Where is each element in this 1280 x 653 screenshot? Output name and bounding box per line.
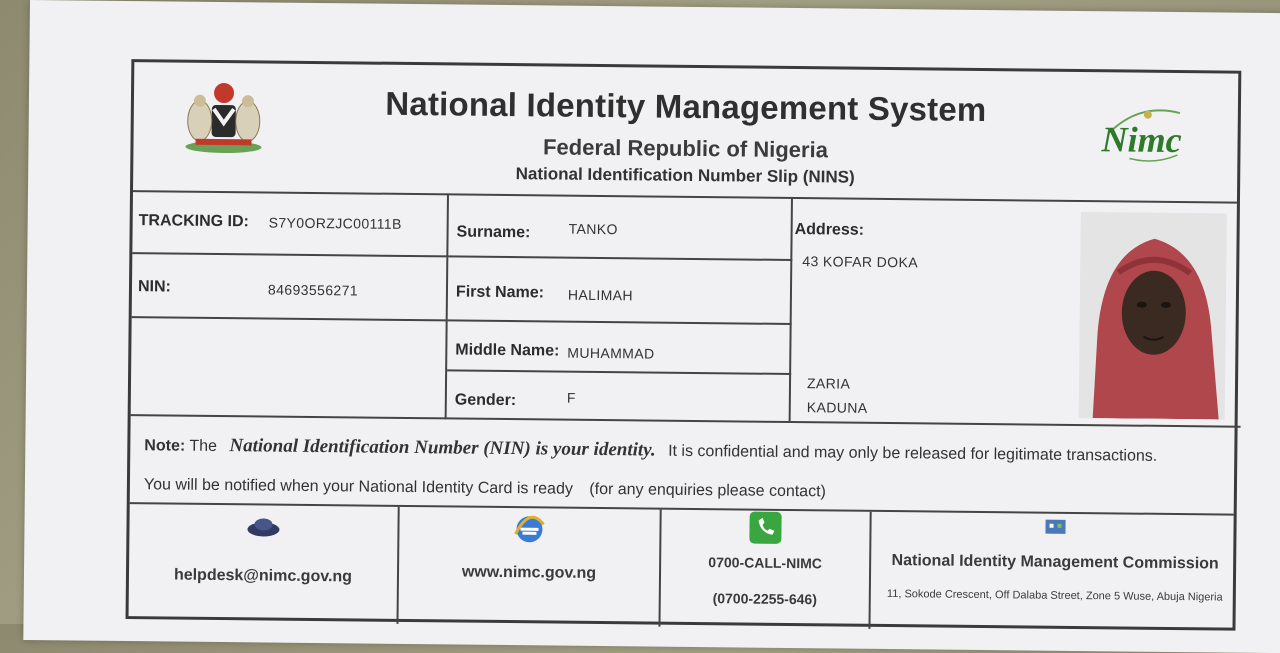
nin-value: 84693556271 [267,281,359,299]
address-line-1: 43 KOFAR DOKA [802,253,919,271]
gender-label: Gender: [454,391,517,410]
address-label: Address: [794,221,865,239]
nin-slip [126,59,1242,631]
email-cell [129,504,400,624]
gender-cell [447,371,791,423]
firstname-label: First Name: [455,283,545,302]
nimc-logo [1099,102,1200,163]
browser-icon [512,512,546,546]
surname-value: TANKO [568,220,618,238]
enquiries-text: (for any enquiries please contact) [589,480,826,501]
org-name: National Identity Management Commission [891,552,1219,573]
helpdesk-icon [245,515,281,537]
website-text[interactable]: www.nimc.gov.ng [461,563,597,582]
logo-text: Nimc [1101,119,1182,161]
country-subtitle: Federal Republic of Nigeria [542,134,829,163]
middlename-value: MUHAMMAD [567,344,655,362]
slip-title: National Identification Number Slip (NINS) [515,164,855,187]
nin-label: NIN: [137,278,171,296]
phone-icon [748,511,782,545]
note-emphasis: National Identification Number (NIN) is your identity. [229,435,656,461]
surname-cell [448,193,793,261]
tracking-cell [132,190,449,257]
phone-text: 0700-CALL-NIMC [708,554,823,572]
note-line [144,434,1157,467]
building-icon [1043,516,1067,536]
website-cell [398,507,661,627]
notify-line [144,476,826,501]
empty-cell [131,318,448,419]
org-address: 11, Sokode Crescent, Off Dalaba Street, Zone 5 Wuse, Abuja Nigeria [886,588,1223,604]
address-line-2: ZARIA [806,375,851,392]
portrait-image [1079,212,1227,420]
gender-value: F [566,389,576,406]
address-line-3: KADUNA [806,399,868,416]
phone-cell [660,510,871,629]
email-text[interactable]: helpdesk@nimc.gov.ng [173,566,353,586]
phone-number[interactable]: (0700-2255-646) [712,590,817,608]
notify-text: You will be notified when your National Identity Card is ready [143,476,573,498]
contacts-row [129,502,1234,633]
nin-cell [132,254,449,321]
identity-grid [131,190,1237,428]
paper-sheet [23,0,1280,653]
system-title: National Identity Management System [385,84,987,129]
slip-header [133,62,1238,204]
tracking-label: TRACKING ID: [138,212,249,231]
middlename-cell [447,321,792,375]
firstname-value: HALIMAH [567,286,634,304]
middlename-label: Middle Name: [455,341,560,360]
passport-photo [1079,212,1227,420]
org-cell [870,512,1239,633]
note-pre: The [189,437,218,455]
surname-label: Surname: [456,223,531,242]
firstname-cell [448,257,793,325]
note-post: It is confidential and may only be released for legitimate transactions. [668,442,1158,465]
note-label: Note: [144,437,186,455]
tracking-value: S7Y0ORZJC00111B [268,214,402,232]
